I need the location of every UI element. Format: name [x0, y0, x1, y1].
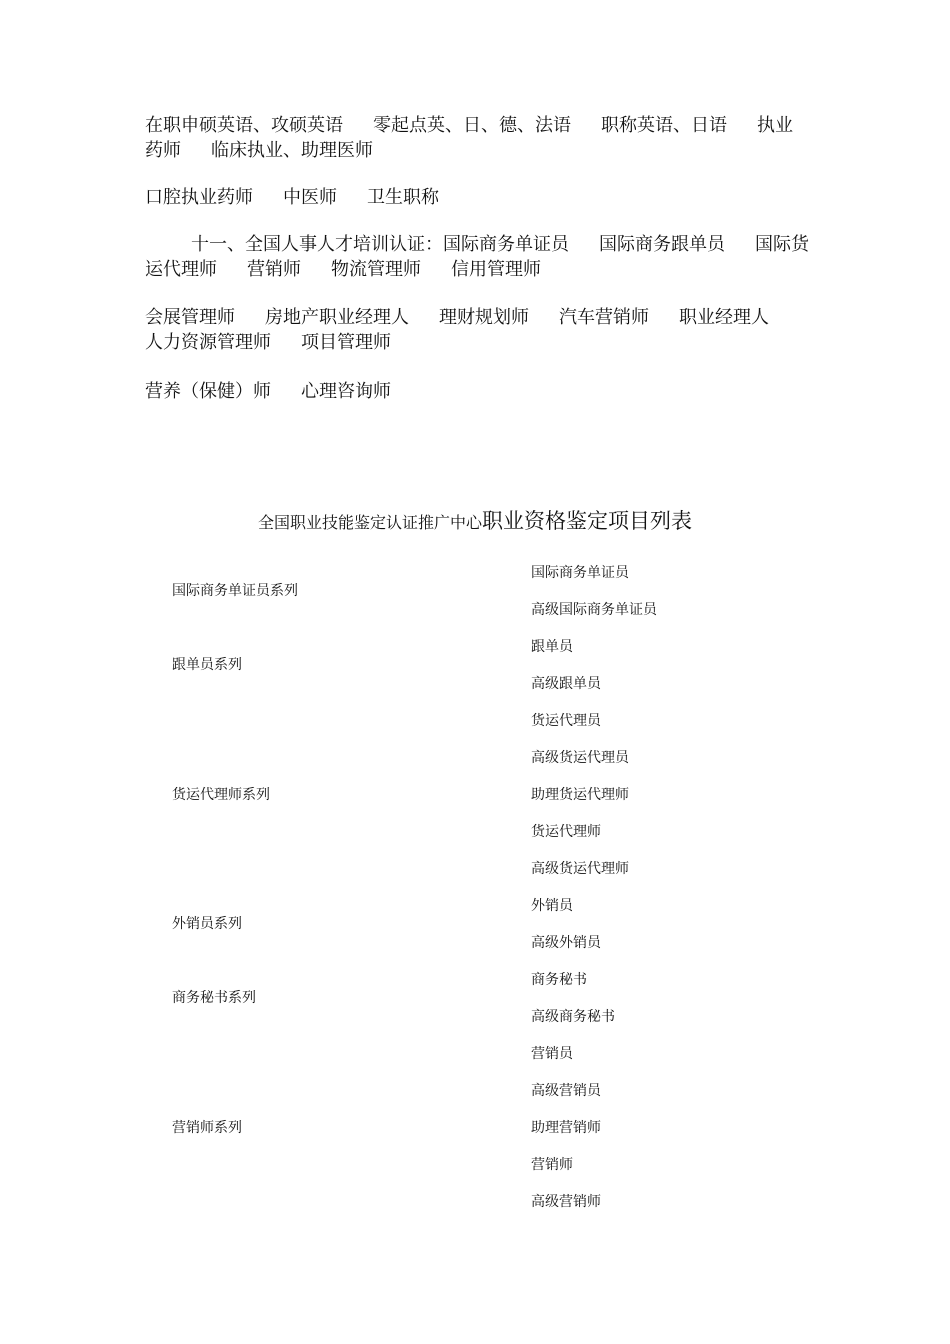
item-cell: 助理货运代理师 — [531, 787, 629, 803]
item-cell: 跟单员 — [531, 639, 573, 655]
category-cell: 外销员系列 — [172, 916, 242, 932]
item-cell: 货运代理员 — [531, 713, 601, 729]
title-main: 职业资格鉴定项目列表 — [482, 509, 692, 533]
item-cell: 货运代理师 — [531, 824, 601, 840]
category-cell: 国际商务单证员系列 — [172, 583, 298, 599]
item-cell: 高级外销员 — [531, 935, 601, 951]
item-cell: 高级货运代理员 — [531, 750, 629, 766]
item-cell: 营销员 — [531, 1046, 573, 1062]
title-prefix: 全国职业技能鉴定认证推广中心 — [257, 513, 482, 532]
paragraph-medical-list: 口腔执业药师 中医师 卫生职称 — [145, 187, 439, 208]
paragraph-hr-certification: 十一、全国人事人才培训认证：国际商务单证员 国际商务跟单员 国际货运代理师 营销师 物流管理师 信用管理师 — [145, 234, 809, 280]
item-cell: 高级货运代理师 — [531, 861, 629, 877]
table-title — [0, 498, 950, 536]
item-cell: 高级营销员 — [531, 1083, 601, 1099]
item-cell: 助理营销师 — [531, 1120, 601, 1136]
category-cell: 营销师系列 — [172, 1120, 242, 1136]
item-cell: 高级营销师 — [531, 1194, 601, 1210]
item-cell: 国际商务单证员 — [531, 565, 629, 581]
item-cell: 高级跟单员 — [531, 676, 601, 692]
paragraph-exam-list: 在职申硕英语、攻硕英语 零起点英、日、德、法语 职称英语、日语 执业药师 临床执业、助理医师 — [145, 115, 793, 161]
category-cell: 商务秘书系列 — [172, 990, 256, 1006]
category-cell: 货运代理师系列 — [172, 787, 270, 803]
paragraph-health-list: 营养（保健）师 心理咨询师 — [145, 381, 391, 402]
item-cell: 外销员 — [531, 898, 573, 914]
item-cell: 商务秘书 — [531, 972, 587, 988]
item-cell: 高级商务秘书 — [531, 1009, 615, 1025]
item-cell: 高级国际商务单证员 — [531, 602, 657, 618]
item-cell: 营销师 — [531, 1157, 573, 1173]
category-cell: 跟单员系列 — [172, 657, 242, 673]
paragraph-management-list: 会展管理师 房地产职业经理人 理财规划师 汽车营销师 职业经理人人力资源管理师 项目管理师 — [145, 307, 769, 353]
